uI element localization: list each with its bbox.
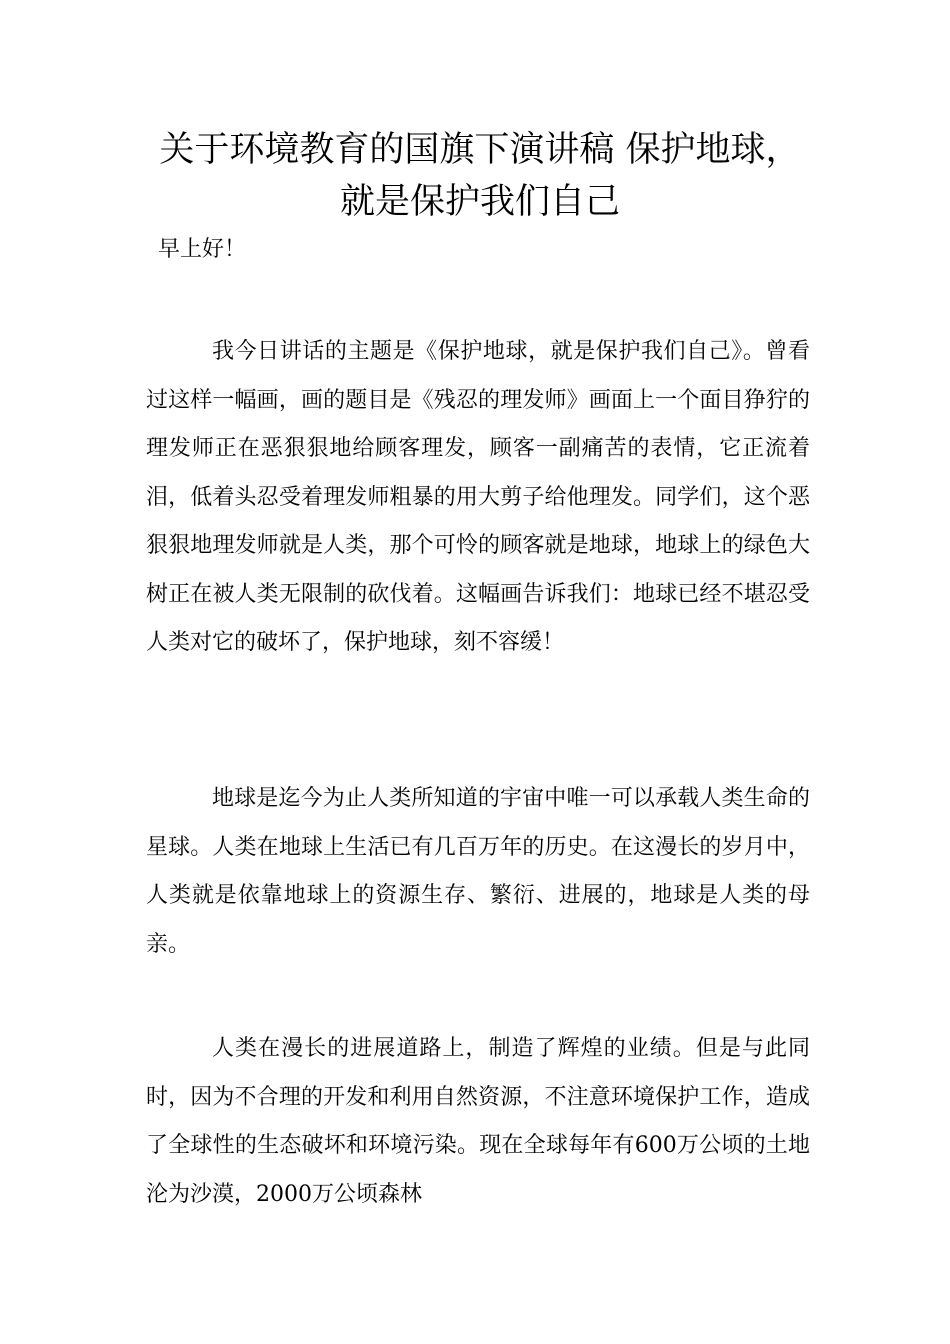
paragraph-2: 地球是迄今为止人类所知道的宇宙中唯一可以承载人类生命的星球。人类在地球上生活已有几百万年的历史。在这漫长的岁月中，人类就是依靠地球上的资源生存、繁衍、进展的，地球是人类的母亲。 (146, 786, 810, 957)
greeting-text: 早上好！ (158, 237, 247, 262)
paragraph-3: 人类在漫长的进展道路上，制造了辉煌的业绩。但是与此同时，因为不合理的开发和利用自然资源，不注意环境保护工作，造成了全球性的生态破坏和环境污染。现在全球每年有600万公顷的土地沦为沙漠，2000万公顷森林 (146, 1036, 810, 1207)
document-title: 关于环境教育的国旗下演讲稿 保护地球，就是保护我们自己 (159, 130, 801, 222)
paragraph-1: 我今日讲话的主题是《保护地球，就是保护我们自己》。曾看过这样一幅画，画的题目是《残忍的理发师》画面上一个面目狰狞的理发师正在恶狠狠地给顾客理发，顾客一副痛苦的表情，它正流着泪，低着头忍受着理发师粗暴的用大剪子给他理发。同学们，这个恶狠狠地理发师就是人类，那个可怜的顾客就是地球，地球上的绿色大树正在被人类无限制的砍伐着。这幅画告诉我们：地球已经不堪忍受人类对它的破坏了，保护地球，刻不容缓！ (146, 339, 810, 655)
